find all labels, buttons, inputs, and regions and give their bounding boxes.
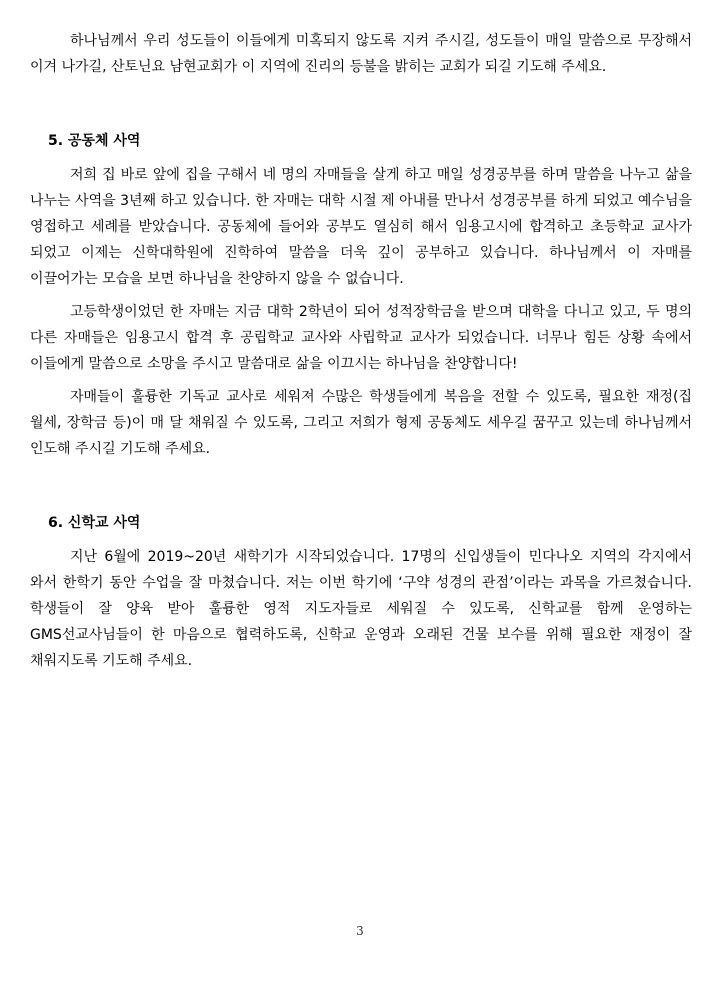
- section-spacer: [30, 80, 692, 128]
- page-number: 3: [356, 924, 364, 938]
- section-5-paragraph-2: 고등학생이었던 한 자매는 지금 대학 2학년이 되어 성적장학금을 받으며 대학을 다니고 있고, 두 명의 다른 자매들은 임용고시 합격 후 공립학교 교사와 사립학교 교사가 되었습니다. 너무나 힘든 상황 속에서 이들에게 말씀으로 소망을 주시고 말씀대로 삶을 이끄시는 하나님을 찬양합니다!: [30, 304, 692, 372]
- document-page: [30, 28, 692, 674]
- section-spacer: [30, 462, 692, 510]
- section-6-paragraph-1: 지난 6월에 2019~20년 새학기가 시작되었습니다. 17명의 신입생들이 민다나오 지역의 각지에서 와서 한학기 동안 수업을 잘 마쳤습니다. 저는 이번 학기에 ‘구약 성경의 관점’이라는 과목을 가르쳤습니다. 학생들이 잘 양육 받아 훌륭한 영적 지도자들로 세워질 수 있도록, 신학교를 함께 운영하는 GMS선교사님들이 한 마음으로 협력하도록, 신학교 운영과 오래된 건물 보수를 위해 필요한 재정이 잘 채워지도록 기도해 주세요.: [30, 549, 692, 669]
- intro-paragraph: 하나님께서 우리 성도들이 이들에게 미혹되지 않도록 지켜 주시길, 성도들이 매일 말씀으로 무장해서 이겨 나가길, 산토닌요 남현교회가 이 지역에 진리의 등불을 밝히는 교회가 되길 기도해 주세요.: [30, 33, 692, 75]
- section-5-paragraph-1: 저희 집 바로 앞에 집을 구해서 네 명의 자매들을 살게 하고 매일 성경공부를 하며 말씀을 나누고 삶을 나누는 사역을 3년째 하고 있습니다. 한 자매는 대학 시절 제 아내를 만나서 성경공부를 하게 되었고 예수님을 영접하고 세례를 받았습니다. 공동체에 들어와 공부도 열심히 해서 임용고시에 합격하고 초등학교 교사가 되었고 이제는 신학대학원에 진학하여 말씀을 더욱 깊이 공부하고 있습니다. 하나님께서 이 자매를 이끌어가는 모습을 보면 하나님을 찬양하지 않을 수 없습니다.: [30, 167, 692, 287]
- section-5-paragraph-3: 자매들이 훌륭한 기독교 교사로 세워져 수많은 학생들에게 복음을 전할 수 있도록, 필요한 재정(집 월세, 장학금 등)이 매 달 채워질 수 있도록, 그리고 저희가 형제 공동체도 세우길 꿈꾸고 있는데 하나님께서 인도해 주시길 기도해 주세요.: [30, 389, 692, 457]
- section-6-heading: 6. 신학교 사역: [48, 515, 141, 531]
- section-5-heading: 5. 공동체 사역: [48, 133, 141, 149]
